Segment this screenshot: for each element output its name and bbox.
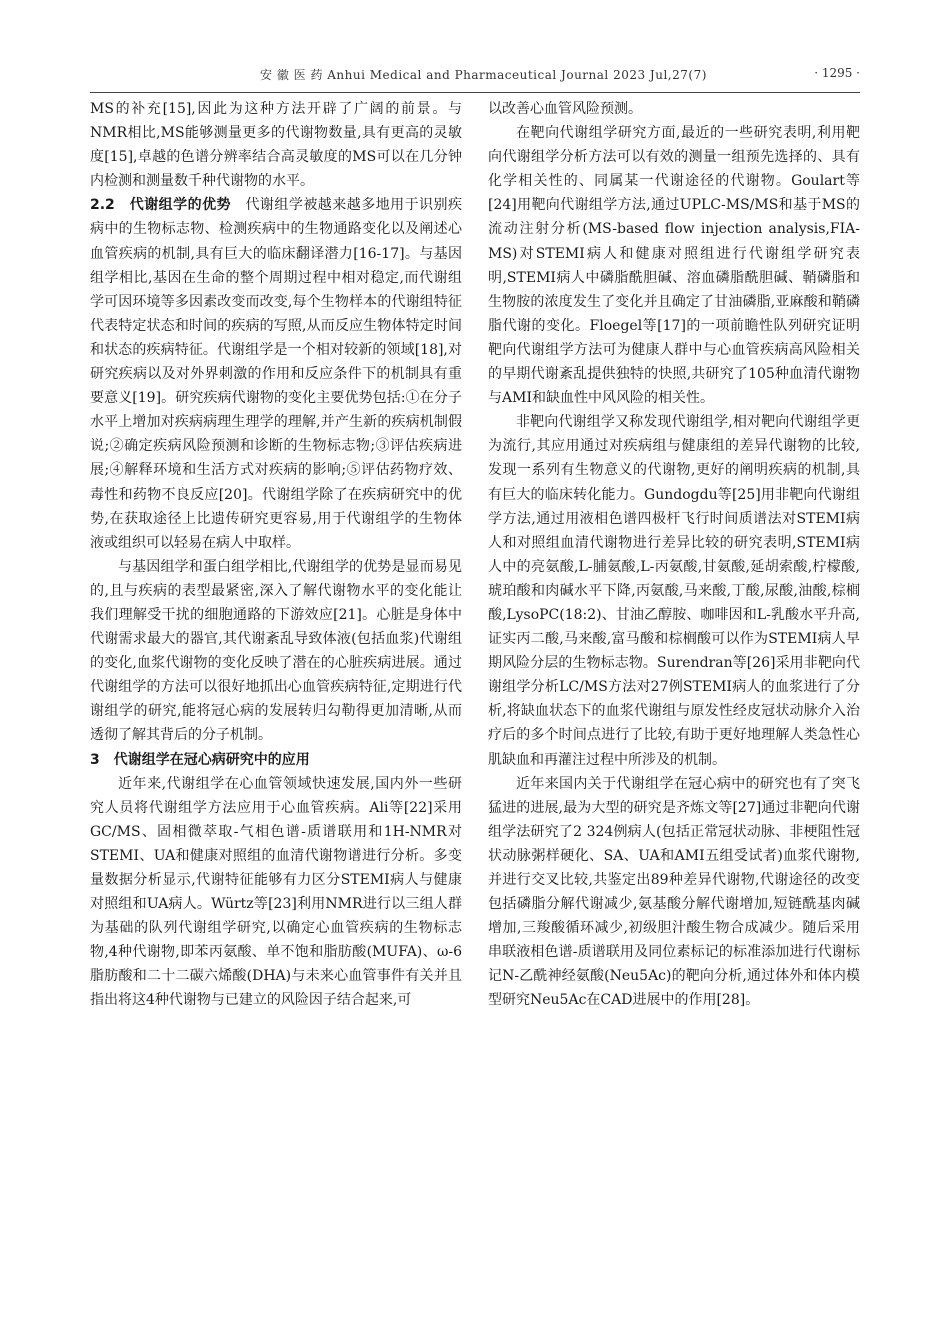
paragraph: 近年来,代谢组学在心血管领域快速发展,国内外一些研究人员将代谢组学方法应用于心血管疾病。Ali等[22]采用GC/MS、固相微萃取-气相色谱-质谱联用和1H-NMR对STEMI、UA和健康对照组的血清代谢物谱进行分析。多变量数据分析显示,代谢特征能够有力区分STEMI病人与健康对照组和UA病人。Würtz等[23]利用NMR进行以三组人群为基础的队列代谢组学研究,以确定心血管疾病的生物标志物,4种代谢物,即苯丙氨酸、单不饱和脂肪酸(MUFA)、ω-6脂肪酸和二十二碳六烯酸(DHA)与未来心血管事件有关并且指出将这4种代谢物与已建立的风险因子结合起来,可: [90, 775, 462, 1009]
paragraph: 近年来国内关于代谢组学在冠心病中的研究也有了突飞猛进的进展,最为大型的研究是齐炼文等[27]通过非靶向代谢组学法研究了2 324例病人(包括正常冠状动脉、非梗阻性冠状动脉粥样硬化、SA、UA和AMI五组受试者)血浆代谢物,并进行交叉比较,共鉴定出89种差异代谢物,代谢途径的改变包括磷脂分解代谢减少,氨基酸分解代谢增加,短链酰基肉碱增加,三羧酸循环减少,初级胆汁酸生物合成减少。随后采用串联液相色谱-质谱联用及同位素标记的标准添加进行代谢标记N-乙酰神经氨酸(Neu5Ac)的靶向分析,通过体外和体内模型研究Neu5Ac在CAD进展中的作用[28]。: [488, 775, 860, 1009]
running-header: [90, 66, 860, 88]
paragraph: 代谢组学被越来越多地用于识别疾病中的生物标志物、检测疾病中的生物通路变化以及阐述心血管疾病的机制,具有巨大的临床翻译潜力[16-17]。与基因组学相比,基因在生命的整个周期过程中相对稳定,而代谢组学可因环境等多因素改变而改变,每个生物样本的代谢组特征代表特定状态和时间的疾病的写照,从而反应生物体特定时间和状态的疾病特征。代谢组学是一个相对较新的领域[18],对研究疾病以及对外界刺激的作用和反应条件下的机制具有重要意义[19]。研究疾病代谢物的变化主要优势包括:①在分子水平上增加对疾病病理生理学的理解,并产生新的疾病机制假说;②确定疾病风险预测和诊断的生物标志物;③评估疾病进展;④解释环境和生活方式对疾病的影响;⑤评估药物疗效、毒性和药物不良反应[20]。代谢组学除了在疾病研究中的优势,在获取途径上比遗传研究更容易,用于代谢组学的生物体液或组织可以轻易在病人中取样。: [90, 197, 462, 551]
paragraph: 非靶向代谢组学又称发现代谢组学,相对靶向代谢组学更为流行,其应用通过对疾病组与健康组的差异代谢物的比较,发现一系列有生物意义的代谢物,更好的阐明疾病的机制,具有巨大的临床转化能力。Gundogdu等[25]用非靶向代谢组学方法,通过用液相色谱四极杆飞行时间质谱法对STEMI病人和对照组血清代谢物进行差异比较的研究表明,STEMI病人中的亮氨酸,L-脯氨酸,L-丙氨酸,甘氨酸,延胡索酸,柠檬酸,琥珀酸和肉碱水平下降,丙氨酸,马来酸,丁酸,尿酸,油酸,棕榈酸,LysoPC(18:2)、甘油乙醇胺、咖啡因和L-乳酸水平升高,证实丙二酸,马来酸,富马酸和棕榈酸可以作为STEMI病人早期风险分层的生物标志物。Surendran等[26]采用非靶向代谢组学分析LC/MS方法对27例STEMI病人的血浆进行了分析,将缺血状态下的血浆代谢组与原发性经皮冠状动脉介入治疗后的多个时间点进行了比较,有助于更好地理解人类急性心肌缺血和再灌注过程中所涉及的机制。: [488, 414, 860, 768]
paragraph: MS的补充[15],因此为这种方法开辟了广阔的前景。与NMR相比,MS能够测量更多的代谢物数量,具有更高的灵敏度[15],卓越的色谱分辨率结合高灵敏度的MS可以在几分钟内检测和测量数千种代谢物的水平。: [90, 101, 462, 190]
left-column: [90, 97, 462, 1013]
page-number: · 1295 ·: [814, 66, 860, 80]
header-rule: [90, 92, 860, 93]
section-2-2: [90, 193, 462, 554]
paragraph: 与基因组学和蛋白组学相比,代谢组学的优势是显而易见的,且与疾病的表型最紧密,深入了解代谢物水平的变化能让我们理解受干扰的细胞通路的下游效应[21]。心脏是身体中代谢需求最大的器官,其代谢紊乱导致体液(包括血浆)代谢组的变化,血浆代谢物的变化反映了潜在的心脏疾病进展。通过代谢组学的方法可以很好地抓出心血管疾病特征,定期进行代谢组学的研究,能将冠心病的发展转归勾勒得更加清晰,从而透彻了解其背后的分子机制。: [90, 558, 462, 744]
journal-citation: 安 徽 医 药 Anhui Medical and Pharmaceutical Journal 2023 Jul,27(7): [260, 68, 707, 82]
paragraph: 以改善心血管风险预测。: [488, 101, 642, 117]
section-heading: 3 代谢组学在冠心病研究中的应用: [90, 751, 310, 768]
section-heading: 2.2 代谢组学的优势: [90, 197, 231, 214]
right-column: [488, 97, 860, 1013]
paragraph: 在靶向代谢组学研究方面,最近的一些研究表明,利用靶向代谢组学分析方法可以有效的测量一组预先选择的、具有化学相关性的、同属某一代谢途径的代谢物。Goulart等[24]用靶向代谢组学方法,通过UPLC-MS/MS和基于MS的流动注射分析(MS-based flow injection analysis,FIA-MS)对STEMI病人和健康对照组进行代谢组学研究表明,STEMI病人中磷脂酰胆碱、溶血磷脂酰胆碱、鞘磷脂和生物胺的浓度发生了变化并且确定了甘油磷脂,亚麻酸和鞘磷脂代谢的变化。Floegel等[17]的一项前瞻性队列研究证明靶向代谢组学方法可为健康人群中与心血管疾病高风险相关的早期代谢紊乱提供独特的快照,共研究了105种血清代谢物与AMI和缺血性中风风险的相关性。: [488, 125, 860, 407]
